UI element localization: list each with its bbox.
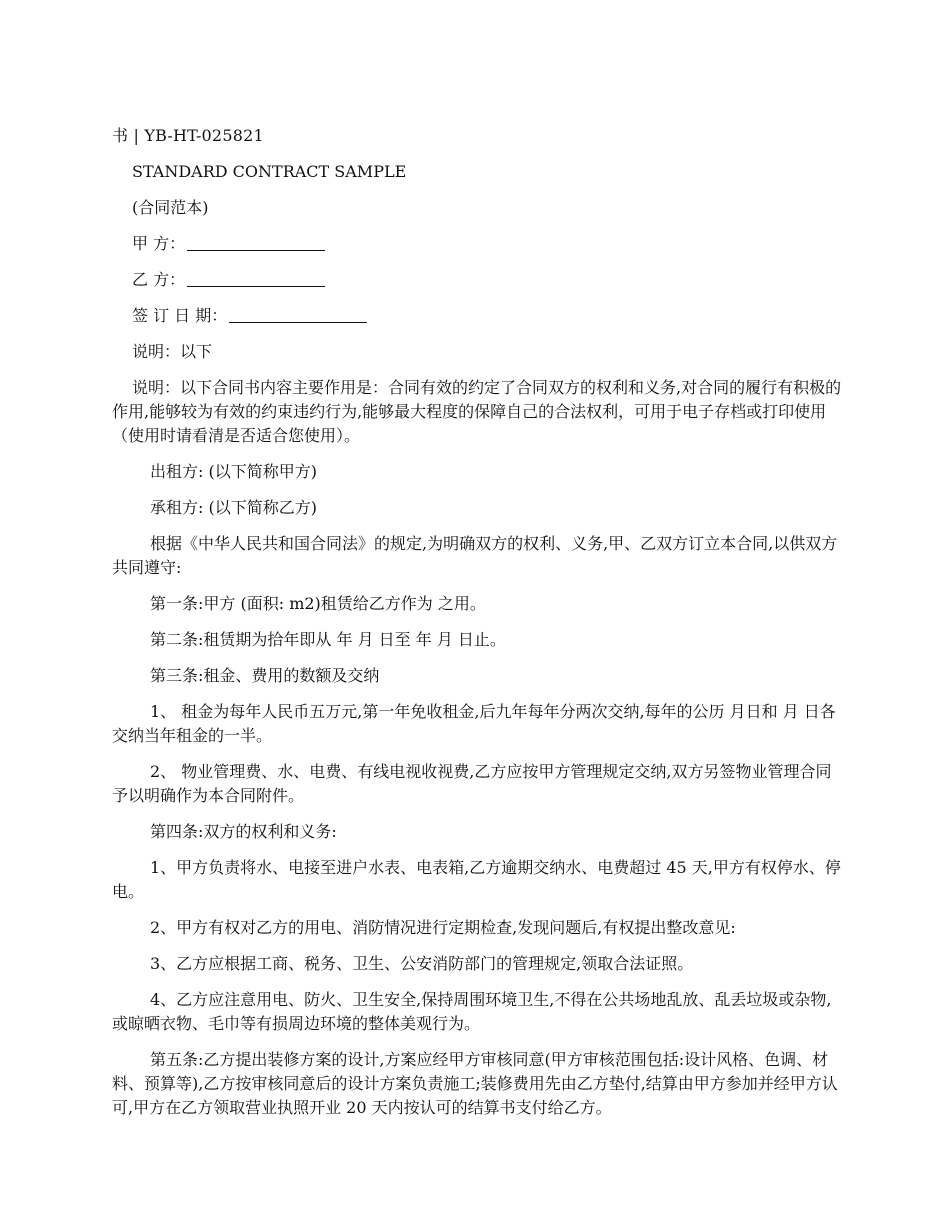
party-a-label: 甲 方： xyxy=(132,234,186,253)
document-content xyxy=(112,124,842,1132)
title-en: STANDARD CONTRACT SAMPLE xyxy=(132,162,407,181)
doc-code: 书 | YB-HT-025821 xyxy=(112,126,264,145)
party-b-blank xyxy=(187,270,325,287)
article-4-item-1: 1、甲方负责将水、电接至进户水表、电表箱,乙方逾期交纳水、电费超过 45 天,甲方有权停水、停电。 xyxy=(112,858,841,901)
article-1: 第一条:甲方 (面积: m2)租赁给乙方作为 之用。 xyxy=(150,594,486,613)
preamble: 根据《中华人民共和国合同法》的规定,为明确双方的权利、义务,甲、乙双方订立本合同,以供双方共同遵守: xyxy=(112,534,838,577)
party-a-field xyxy=(112,232,842,256)
party-a-blank xyxy=(187,234,325,251)
article-3-item-1: 1、 租金为每年人民币五万元,第一年免收租金,后九年每年分两次交纳,每年的公历 月日和 月 日各交纳当年租金的一半。 xyxy=(112,702,836,745)
article-5: 第五条:乙方提出装修方案的设计,方案应经甲方审核同意(甲方审核范围包括:设计风格、色调、材料、预算等),乙方按审核同意后的设计方案负责施工;装修费用先由乙方垫付,结算由甲方参加并经甲方认可,甲方在乙方领取营业执照开业 20 天内按认可的结算书支付给乙方。 xyxy=(112,1050,838,1117)
date-field xyxy=(112,304,842,328)
lessor-line: 出租方: (以下简称甲方) xyxy=(150,462,317,481)
article-4-item-4: 4、乙方应注意用电、防火、卫生安全,保持周围环境卫生,不得在公共场地乱放、乱丢垃圾或杂物,或晾晒衣物、毛巾等有损周边环境的整体美观行为。 xyxy=(112,990,832,1033)
article-4: 第四条:双方的权利和义务: xyxy=(150,822,337,841)
date-label: 签 订 日 期： xyxy=(132,306,228,325)
article-2: 第二条:租赁期为拾年即从 年 月 日至 年 月 日止。 xyxy=(150,630,506,649)
title-cn: (合同范本) xyxy=(132,198,209,217)
date-blank xyxy=(229,306,367,323)
article-3: 第三条:租金、费用的数额及交纳 xyxy=(150,666,380,685)
note-full: 说明：以下合同书内容主要作用是：合同有效的约定了合同双方的权利和义务,对合同的履行有积极的作用,能够较为有效的约束违约行为,能够最大程度的保障自己的合法权利，可用于电子存档或打印使用（使用时请看清是否适合您使用）。 xyxy=(112,378,842,445)
article-4-item-3: 3、乙方应根据工商、税务、卫生、公安消防部门的管理规定,领取合法证照。 xyxy=(150,954,694,973)
party-b-field xyxy=(112,268,842,292)
party-b-label: 乙 方： xyxy=(132,270,186,289)
lessee-line: 承租方: (以下简称乙方) xyxy=(150,498,317,517)
note-short: 说明：以下 xyxy=(132,342,213,361)
article-3-item-2: 2、 物业管理费、水、电费、有线电视收视费,乙方应按甲方管理规定交纳,双方另签物业管理合同予以明确作为本合同附件。 xyxy=(112,762,832,805)
article-4-item-2: 2、甲方有权对乙方的用电、消防情况进行定期检查,发现问题后,有权提出整改意见: xyxy=(150,918,736,937)
